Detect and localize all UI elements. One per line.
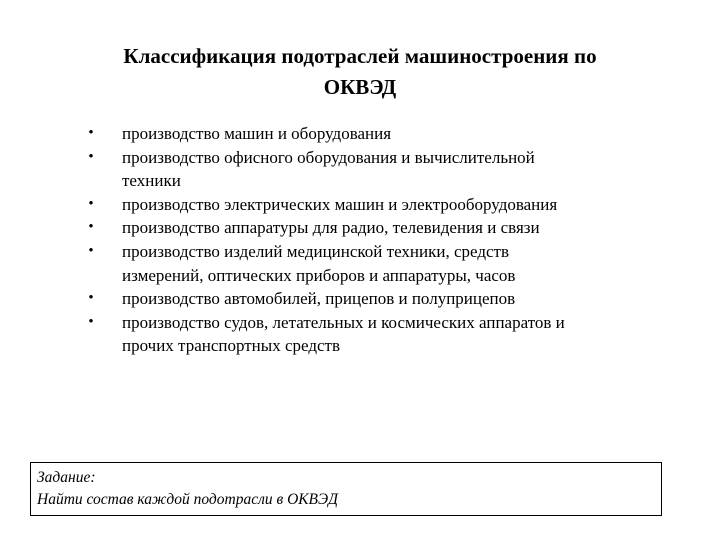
bullet-icon: • xyxy=(88,219,94,236)
list-item-text-continued: прочих транспортных средств xyxy=(122,336,340,356)
list-item-text: производство автомобилей, прицепов и полуприцепов xyxy=(122,289,516,309)
list-item xyxy=(80,216,670,240)
bullet-icon: • xyxy=(88,313,94,330)
list-item-text: производство судов, летательных и космических аппаратов и xyxy=(122,312,565,332)
bullet-list xyxy=(80,122,670,358)
task-text: Найти состав каждой подотрасли в ОКВЭД xyxy=(37,491,339,508)
list-item-text: производство изделий медицинской техники, средств xyxy=(122,241,509,261)
list-item-text: производство аппаратуры для радио, телевидения и связи xyxy=(122,218,540,238)
slide-title-line-2: ОКВЭД xyxy=(323,75,397,99)
list-item-text-continued: измерений, оптических приборов и аппаратуры, часов xyxy=(122,265,516,285)
list-item xyxy=(80,240,670,287)
task-label: Задание: xyxy=(37,469,96,486)
bullet-icon: • xyxy=(88,242,94,259)
list-item xyxy=(80,146,670,193)
bullet-icon: • xyxy=(88,125,94,141)
list-item-text: производство электрических машин и электрооборудования xyxy=(122,194,558,214)
list-item-text: производство машин и оборудования xyxy=(122,124,392,143)
bullet-icon: • xyxy=(88,290,94,307)
bullet-icon: • xyxy=(88,195,94,212)
slide-title xyxy=(60,41,660,103)
list-item-text-continued: техники xyxy=(122,171,181,191)
list-item xyxy=(80,311,670,358)
bullet-icon: • xyxy=(88,148,94,165)
list-item-text: производство офисного оборудования и вычислительной xyxy=(122,147,535,167)
task-box xyxy=(30,462,662,516)
list-item xyxy=(80,193,670,217)
list-item xyxy=(80,122,670,146)
list-item xyxy=(80,287,670,311)
slide-title-line-1: Классификация подотраслей машиностроения по xyxy=(123,44,597,68)
